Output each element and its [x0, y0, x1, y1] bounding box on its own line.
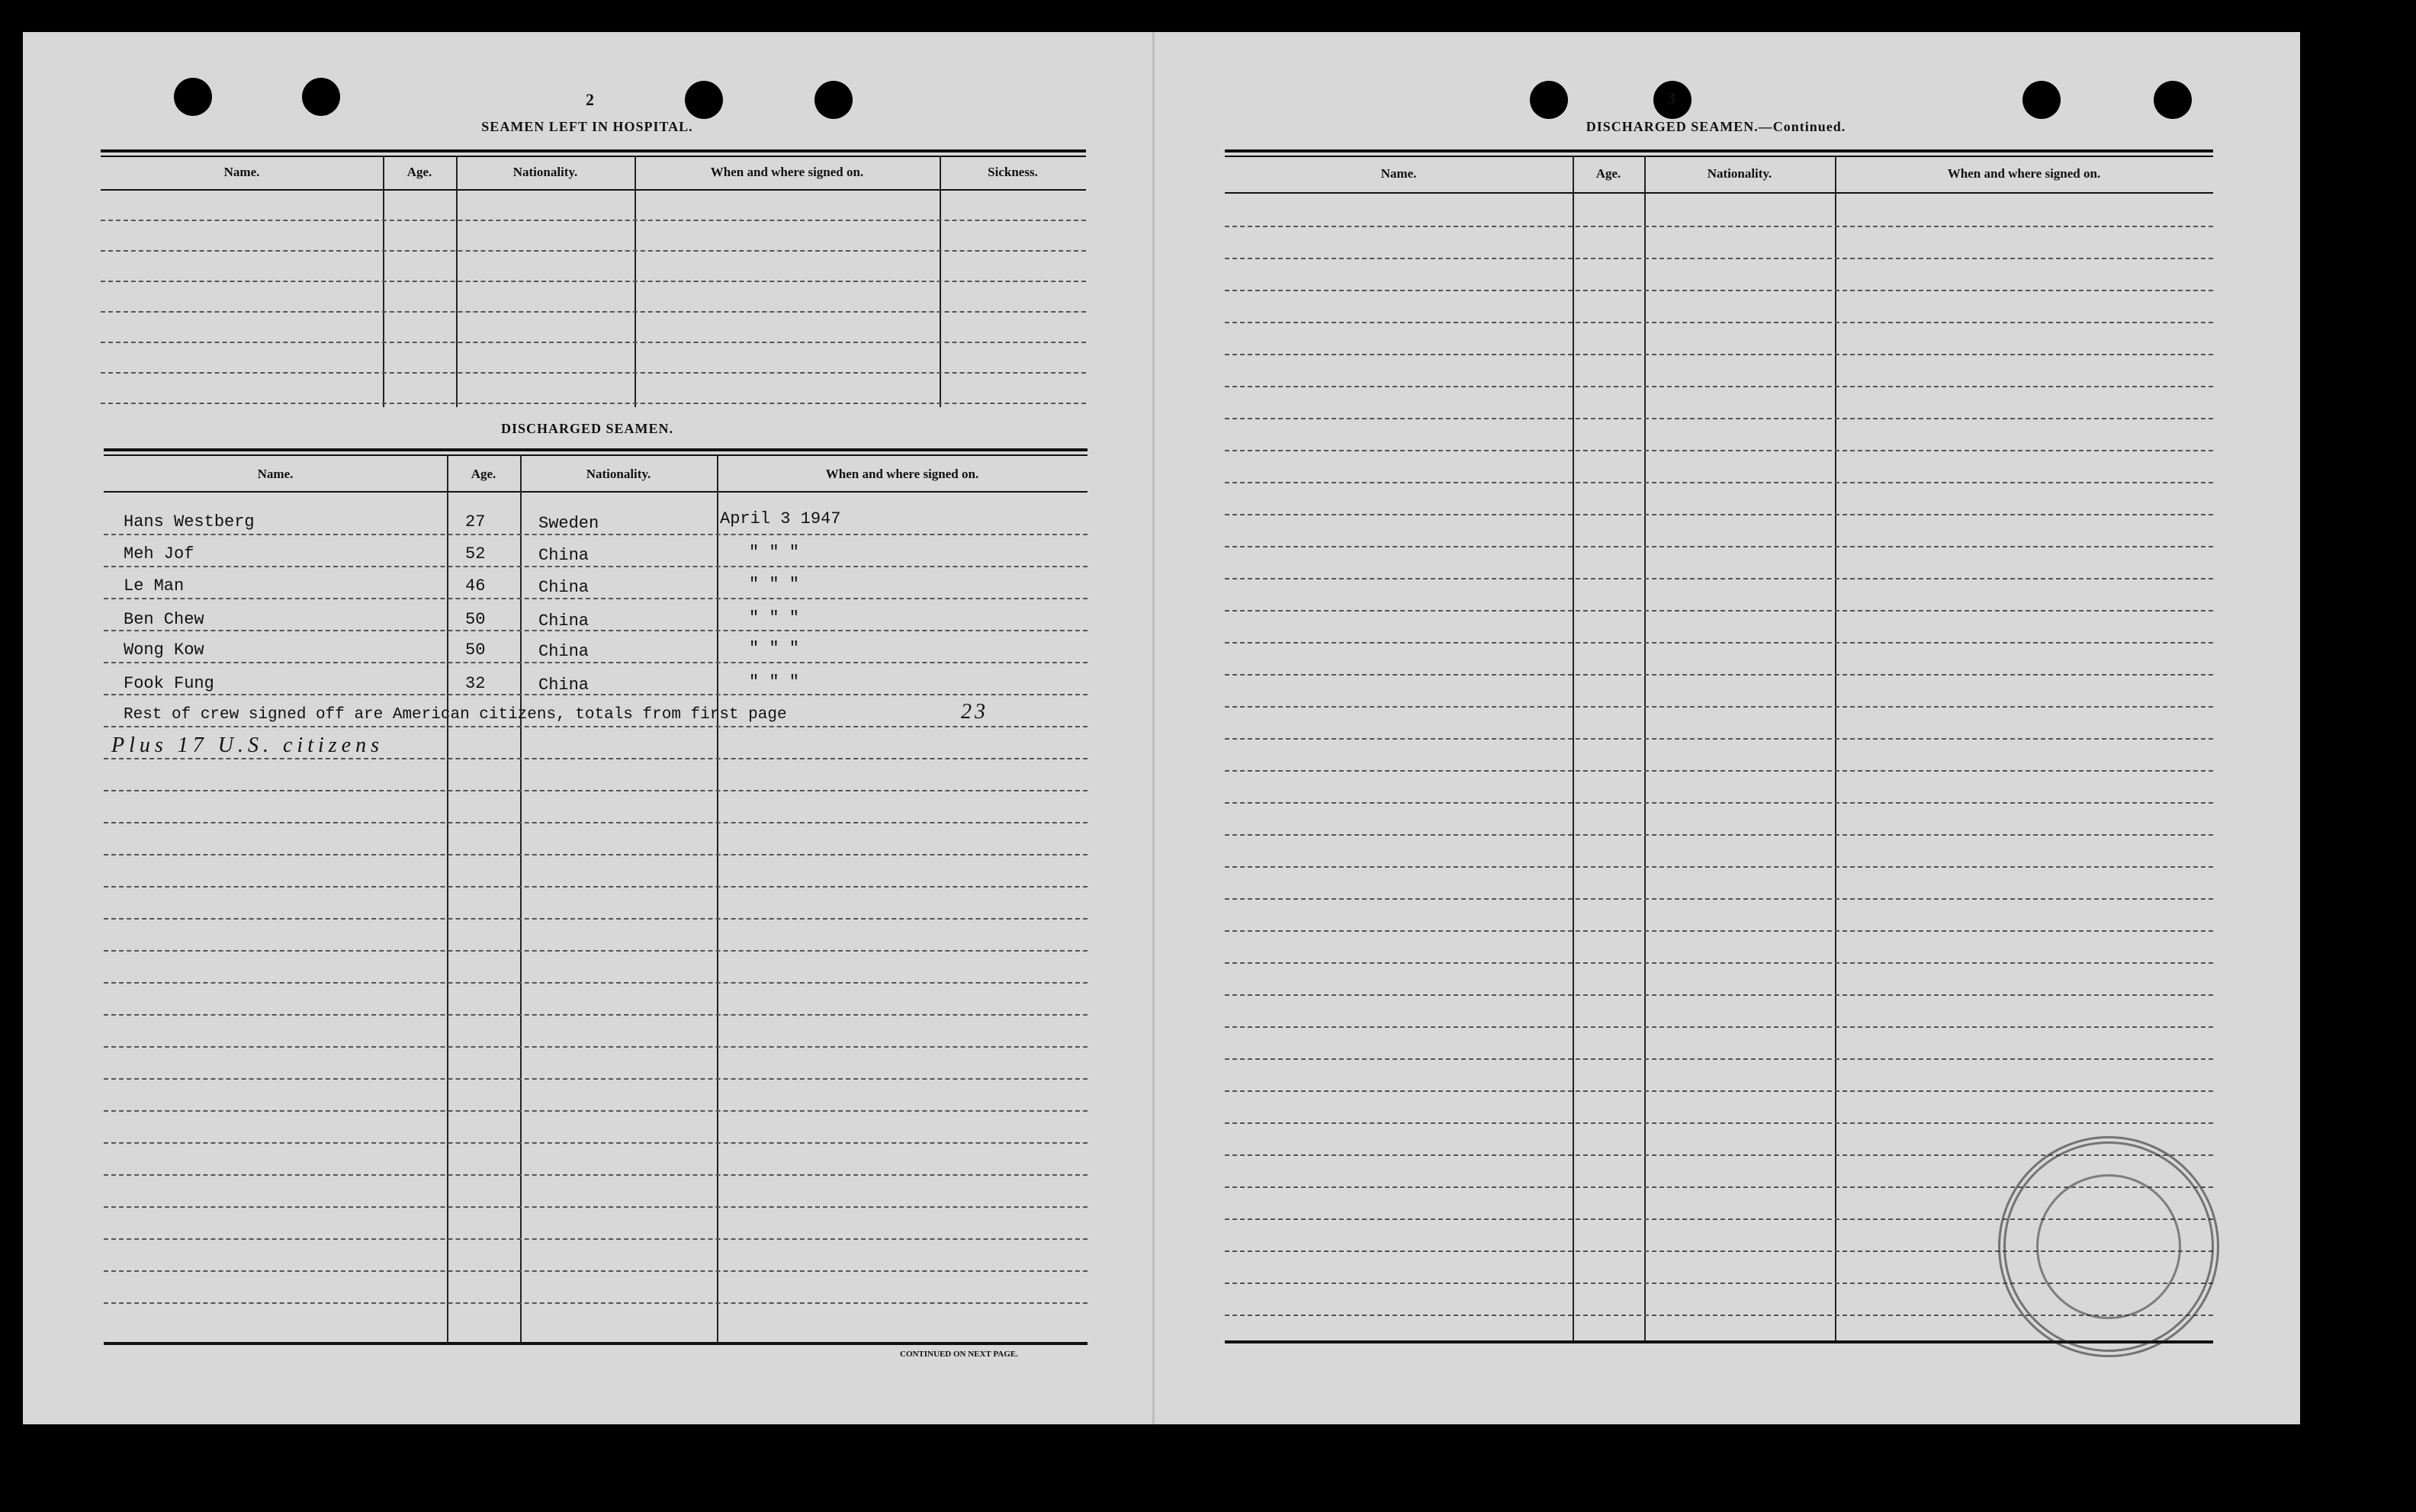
row-name: Wong Kow	[124, 640, 204, 660]
punch-hole	[2154, 81, 2192, 119]
row-name: Hans Westberg	[124, 512, 255, 531]
discharged-table	[104, 448, 1088, 1345]
discharged-header-signed-on: When and where signed on.	[825, 467, 979, 481]
crew-remark-total: 23	[961, 700, 988, 724]
page-number-left: 2	[586, 90, 594, 109]
row-signed-on: " " "	[749, 673, 800, 692]
row-nationality: China	[538, 642, 590, 661]
row-age: 32	[465, 674, 486, 693]
page-fold	[1152, 32, 1155, 1424]
row-name: Meh Jof	[124, 544, 194, 563]
row-name: Fook Fung	[124, 674, 214, 693]
hospital-table	[101, 149, 1086, 409]
handwritten-note: Plus 17 U.S. citizens	[111, 734, 384, 757]
row-signed-on: April 3 1947	[720, 509, 841, 528]
row-nationality: China	[538, 676, 590, 695]
discharged-header-nationality: Nationality.	[586, 467, 651, 481]
hospital-header-signed-on: When and where signed on.	[710, 165, 864, 179]
row-signed-on: " " "	[749, 608, 800, 628]
row-name: Ben Chew	[124, 610, 204, 629]
row-nationality: Sweden	[538, 514, 599, 533]
row-signed-on: " " "	[749, 639, 800, 658]
punch-hole	[2022, 81, 2061, 119]
row-age: 27	[465, 512, 486, 531]
hospital-header-age: Age.	[406, 165, 432, 179]
discharged-header-name: Name.	[257, 467, 294, 481]
discharged-header-age: Age.	[471, 467, 496, 481]
punch-hole	[1530, 81, 1568, 119]
continued-footnote: CONTINUED ON NEXT PAGE.	[900, 1350, 1018, 1359]
page-number-right: 3	[1667, 88, 1675, 108]
hospital-header-nationality: Nationality.	[512, 165, 578, 179]
row-nationality: China	[538, 578, 590, 597]
row-signed-on: " " "	[749, 543, 800, 562]
crew-remark: Rest of crew signed off are American citizens, totals from first page	[124, 706, 787, 724]
hospital-header-sickness: Sickness.	[988, 165, 1038, 179]
row-nationality: China	[538, 546, 590, 565]
continued-header-name: Name.	[1380, 166, 1417, 181]
immigration-stamp	[1998, 1136, 2219, 1357]
discharged-continued-title: DISCHARGED SEAMEN.—Continued.	[1586, 119, 1846, 134]
row-nationality: China	[538, 612, 590, 631]
row-age: 52	[465, 544, 486, 563]
punch-hole	[814, 81, 853, 119]
continued-header-signed-on: When and where signed on.	[1947, 166, 2101, 181]
hospital-section-title: SEAMEN LEFT IN HOSPITAL.	[481, 119, 693, 134]
discharged-section-title: DISCHARGED SEAMEN.	[500, 421, 674, 436]
row-signed-on: " " "	[749, 575, 800, 594]
row-name: Le Man	[124, 576, 185, 595]
continued-header-nationality: Nationality.	[1707, 166, 1772, 181]
row-age: 50	[465, 610, 486, 629]
punch-hole	[174, 78, 212, 116]
row-age: 46	[465, 576, 486, 595]
punch-hole	[302, 78, 340, 116]
hospital-header-name: Name.	[223, 165, 260, 179]
punch-hole	[685, 81, 723, 119]
continued-header-age: Age.	[1595, 166, 1621, 181]
row-age: 50	[465, 640, 486, 660]
